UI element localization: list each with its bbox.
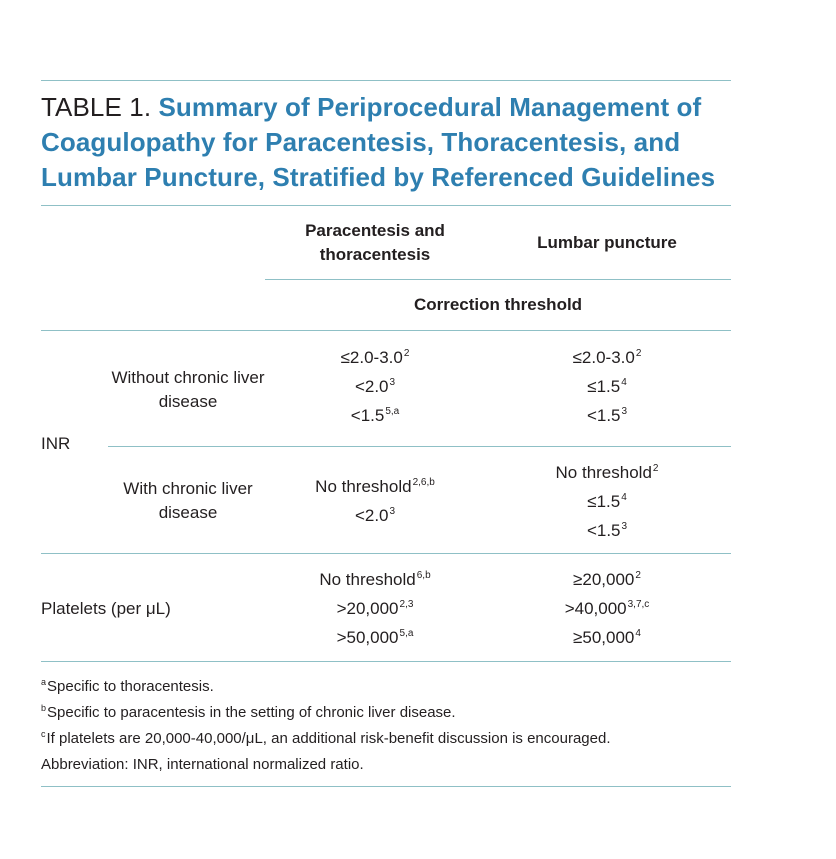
cell-value: $>40,000^{3,7,c}$ [564,599,650,618]
subheader-rule [41,330,731,331]
subheader-correction-threshold: Correction threshold [413,295,583,314]
header-rule [265,279,731,280]
cell-value: $<1.5^3$ [586,406,628,425]
cell-value: $<1.5^{5,a}$ [350,406,400,425]
cell-value: No threshold$^2$ [555,463,659,482]
cell-platelets-lumbar [507,565,707,652]
table-label: TABLE 1. [41,92,152,122]
cell-value: $>20,000^{2,3}$ [336,599,414,618]
cell-value: $<2.0^3$ [354,506,396,525]
row-label-inr: INR [41,434,71,453]
footer-rule [41,786,731,787]
cell-inr-with-lumbar [507,458,707,545]
title-rule [41,205,731,206]
sublabel-without-chronic-liver-disease: Without chronic liver disease [111,368,265,411]
cell-value: $>50,000^{5,a}$ [336,628,414,647]
cell-value: $<1.5^3$ [586,521,628,540]
cell-inr-with-paracentesis [285,472,465,530]
sublabel-with-chronic-liver-disease: With chronic liver disease [123,479,253,522]
inr-mid-rule [108,446,731,447]
cell-inr-without-lumbar [507,343,707,430]
inr-bottom-rule [41,553,731,554]
cell-value: No threshold$^{2,6,b}$ [315,477,435,496]
footnote-abbreviation: Abbreviation: INR, international normalized ratio. [41,756,364,773]
cell-value: $<2.0^3$ [354,377,396,396]
cell-value: $\le 1.5^4$ [587,377,627,396]
cell-value: $\ge 20,000^2$ [573,570,641,589]
cell-inr-without-paracentesis [285,343,465,430]
cell-platelets-paracentesis [285,565,465,652]
table-bottom-rule [41,661,731,662]
footnote-a: $^a$Specific to thoracentesis. [41,677,214,695]
column-header-lumbar-puncture: Lumbar puncture [537,233,677,252]
table-title-text: Summary of Periprocedural Management of Coagulopathy for Paracentesis, Thoracentesis, and Lumbar Puncture, Stratified by Referenced Guidelines [41,92,716,192]
footnotes [41,674,731,778]
footnote-b: $^b$Specific to paracentesis in the setting of chronic liver disease. [41,703,456,721]
cell-value: $\le 2.0-3.0^2$ [572,348,642,367]
cell-value: No threshold$^{6,b}$ [319,570,431,589]
cell-value: $\le 2.0-3.0^2$ [340,348,410,367]
top-rule [41,80,731,81]
footnote-c: $^c$If platelets are 20,000-40,000/μL, an additional risk-benefit discussion is encouraged. [41,729,611,747]
cell-value: $\le 1.5^4$ [587,492,627,511]
table-title [41,90,731,195]
row-label-platelets: Platelets (per μL) [41,599,171,618]
cell-value: $\ge 50,000^4$ [573,628,641,647]
column-header-paracentesis: Paracentesis and thoracentesis [305,221,445,264]
